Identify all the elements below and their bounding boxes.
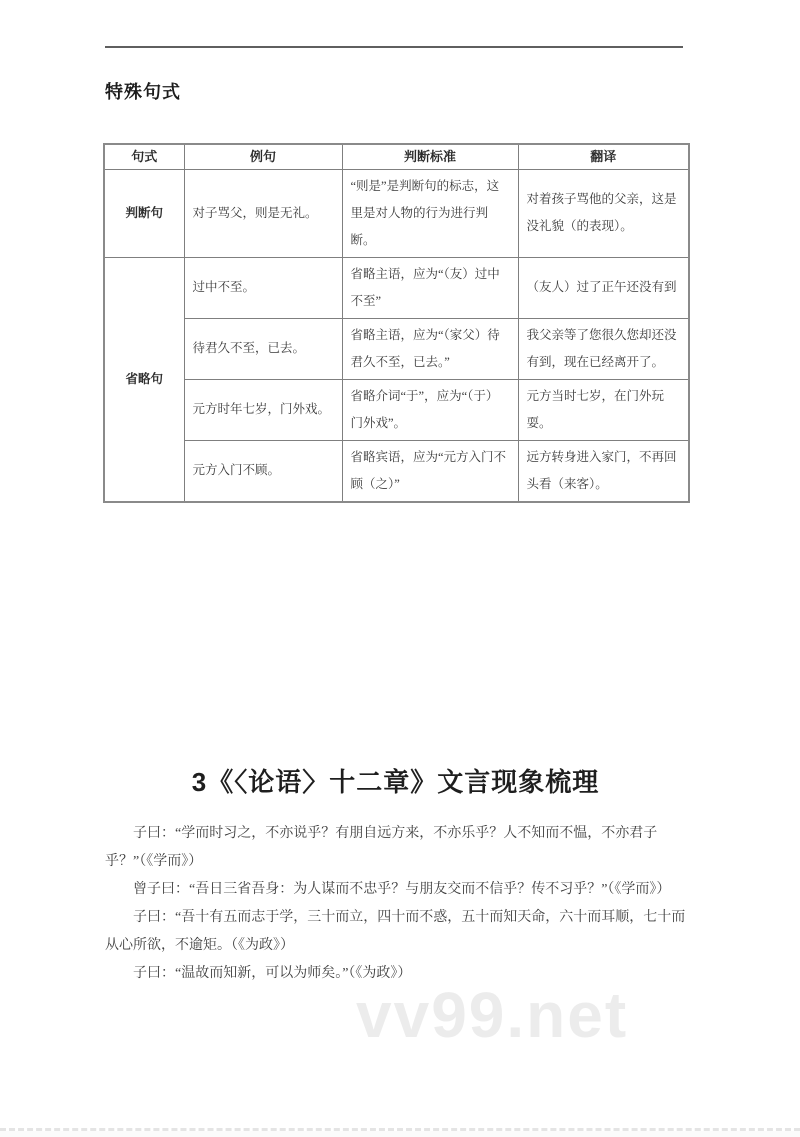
header-divider	[105, 46, 683, 48]
special-sentence-table	[103, 143, 690, 503]
analects-paragraph: 子曰：“吾十有五而志于学，三十而立，四十而不惑，五十而知天命，六十而耳顺，七十而从心所欲，不逾矩。（《为政》）	[105, 910, 686, 953]
column-header-translation: 翻译	[518, 144, 689, 169]
criteria-cell: 省略主语，应为“（家父）待君久不至，已去。”	[342, 318, 518, 379]
translation-cell: 我父亲等了您很久您却还没有到，现在已经离开了。	[518, 318, 689, 379]
section1-heading: 特殊句式	[105, 82, 181, 102]
translation-cell: （友人）过了正午还没有到	[518, 257, 689, 318]
column-header-example: 例句	[184, 144, 342, 169]
table-header-row	[104, 144, 689, 169]
analects-paragraph: 曾子曰：“吾日三省吾身：为人谋而不忠乎？与朋友交而不信乎？传不习乎？”（《学而》）	[133, 882, 671, 897]
analects-paragraphs	[105, 820, 688, 988]
column-header-criteria: 判断标准	[342, 144, 518, 169]
example-cell: 元方时年七岁，门外戏。	[184, 379, 342, 440]
example-cell: 过中不至。	[184, 257, 342, 318]
example-cell: 元方入门不顾。	[184, 440, 342, 502]
table-row	[104, 257, 689, 318]
table-row	[104, 169, 689, 257]
table-row	[104, 440, 689, 502]
criteria-cell: 省略宾语，应为“元方入门不顾（之）”	[342, 440, 518, 502]
table-row	[104, 318, 689, 379]
sentence-type-cell: 判断句	[104, 169, 184, 257]
example-cell: 待君久不至，已去。	[184, 318, 342, 379]
translation-cell: 对着孩子骂他的父亲，这是没礼貌（的表现）。	[518, 169, 689, 257]
translation-cell: 元方当时七岁，在门外玩耍。	[518, 379, 689, 440]
analects-paragraph: 子曰：“学而时习之，不亦说乎？有朋自远方来，不亦乐乎？人不知而不愠，不亦君子乎？”（《学而》）	[105, 826, 658, 869]
sentence-type-cell: 省略句	[104, 257, 184, 502]
example-cell: 对子骂父，则是无礼。	[184, 169, 342, 257]
criteria-cell: “则是”是判断句的标志，这里是对人物的行为进行判断。	[342, 169, 518, 257]
section2-title: 3《〈论语〉十二章》文言现象梳理	[191, 767, 600, 797]
table-body	[104, 169, 689, 502]
translation-cell: 远方转身进入家门，不再回头看（来客）。	[518, 440, 689, 502]
column-header-pattern: 句式	[104, 144, 184, 169]
criteria-cell: 省略主语，应为“（友）过中不至”	[342, 257, 518, 318]
page-bottom-strip	[0, 1131, 800, 1137]
analects-paragraph: 子曰：“温故而知新，可以为师矣。”（《为政》）	[133, 966, 412, 981]
table-row	[104, 379, 689, 440]
watermark: vv99.net	[356, 979, 629, 1051]
criteria-cell: 省略介词“于”，应为“（于）门外戏”。	[342, 379, 518, 440]
